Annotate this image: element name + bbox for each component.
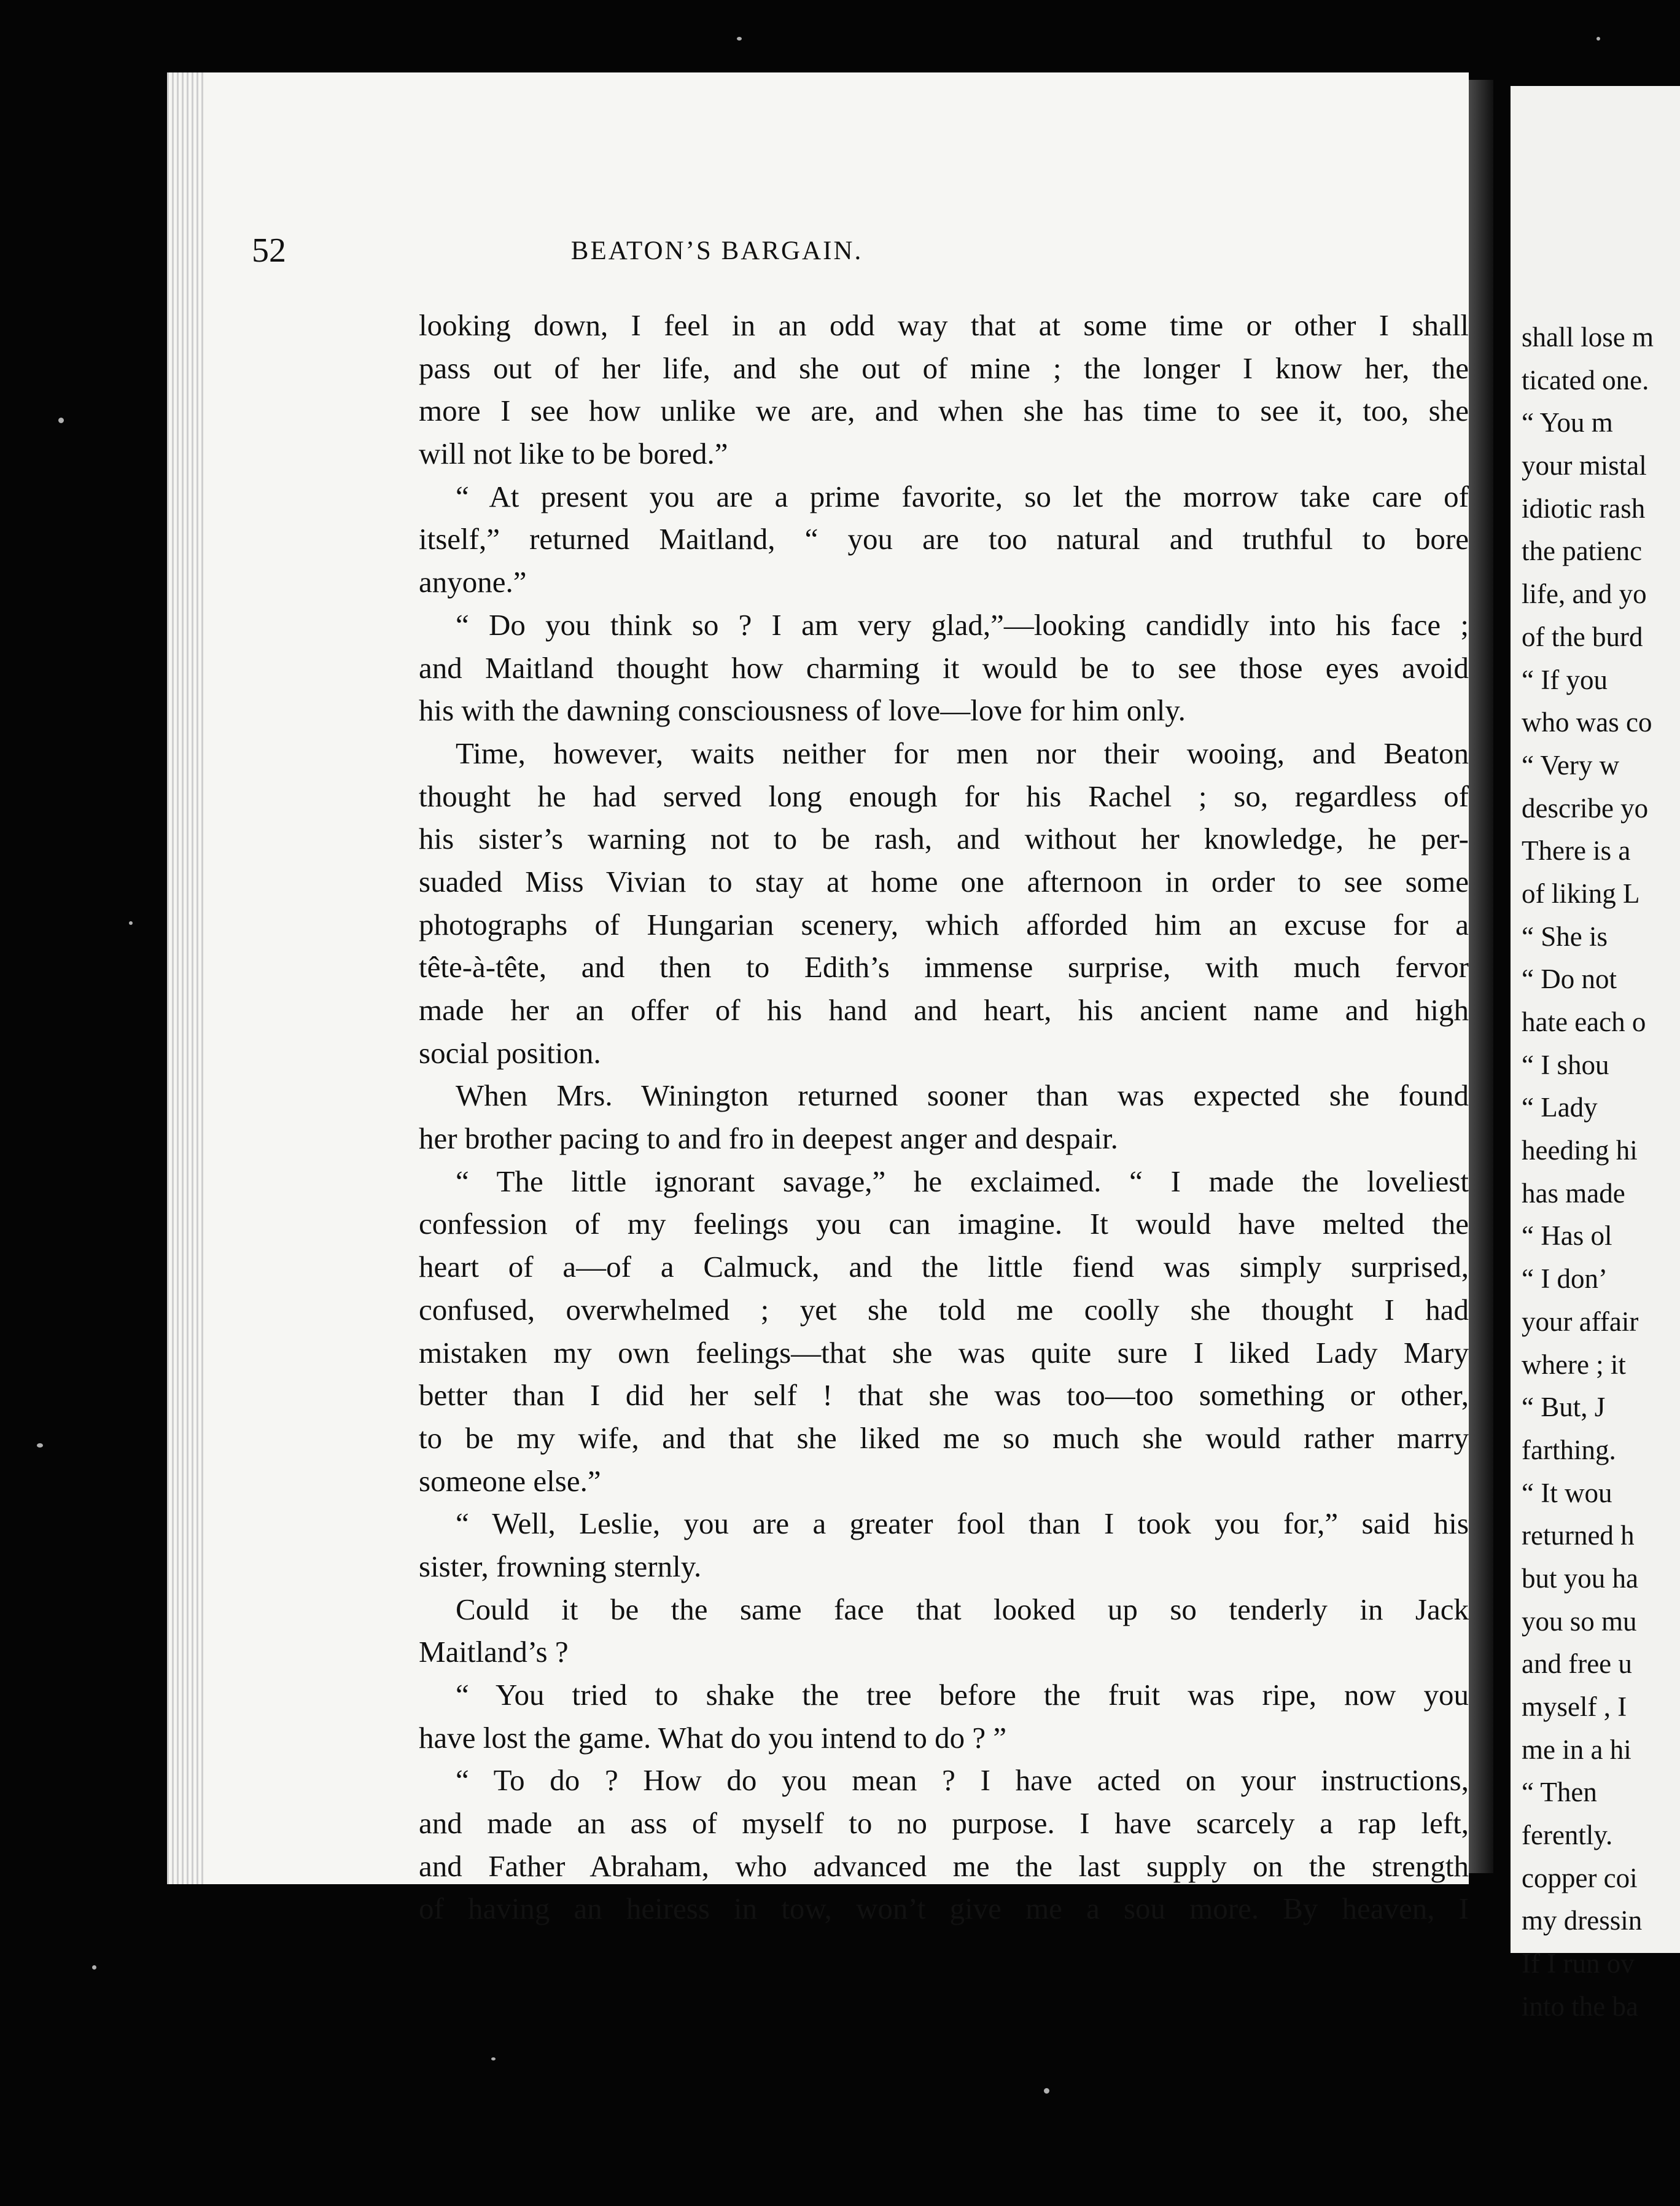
facing-text-line: of liking L [1522, 878, 1640, 909]
facing-text-line: heeding hi [1522, 1135, 1638, 1166]
running-title: BEATON’S BARGAIN. [570, 236, 863, 265]
page-number: 52 [252, 232, 286, 270]
facing-text-line: “ You m [1522, 407, 1613, 438]
facing-text-line: the patienc [1522, 536, 1643, 567]
text-line: photographs of Hungarian scenery, which afforded him an excuse for a [419, 907, 1469, 941]
facing-text-line: If I run ov [1522, 1948, 1635, 1979]
text-line: better than I did her self ! that she was too—too something or other, [419, 1378, 1469, 1413]
dust-speck [58, 418, 64, 423]
text-line: pass out of her life, and she out of mine ; the longer I know her, the [419, 351, 1469, 385]
text-line: “ You tried to shake the tree before the fruit was ripe, now you [456, 1678, 1469, 1712]
facing-text-line: into the ba [1522, 1990, 1638, 2022]
facing-text-line: copper coi [1522, 1862, 1638, 1893]
text-line: to be my wife, and that she liked me so much she would rather marry [419, 1421, 1469, 1455]
text-line: Could it be the same face that looked up so tenderly in Jack [456, 1592, 1469, 1626]
page-gutter-shadow [1469, 80, 1493, 1873]
text-line: and Father Abraham, who advanced me the last supply on the strength [419, 1849, 1469, 1883]
text-line: anyone.” [419, 565, 527, 599]
text-line: sister, frowning sternly. [419, 1549, 702, 1583]
facing-text-line: shall lose m [1522, 322, 1654, 353]
facing-text-line: “ Very w [1522, 749, 1620, 781]
text-line: When Mrs. Winington returned sooner than was expected she found [456, 1078, 1469, 1113]
facing-text-line: my dressin [1522, 1905, 1643, 1936]
facing-text-line: who was co [1522, 707, 1652, 738]
text-line: “ Do you think so ? I am very glad,”—looking candidly into his face ; [456, 607, 1469, 642]
text-line: have lost the game. What do you intend to do ? ” [419, 1720, 1007, 1755]
dust-speck [37, 1443, 43, 1448]
facing-text-line: “ Do not [1522, 964, 1617, 995]
facing-text-line: “ Then [1522, 1777, 1597, 1808]
text-line: will not like to be bored.” [419, 437, 728, 471]
page-edge [167, 72, 204, 1884]
text-line: “ The little ignorant savage,” he exclaimed. “ I made the loveliest [456, 1164, 1469, 1198]
facing-text-line: “ I don’ [1522, 1263, 1608, 1295]
page-header [252, 231, 1182, 274]
dust-speck [737, 37, 742, 41]
facing-text-line: idiotic rash [1522, 493, 1646, 524]
text-line: “ At present you are a prime favorite, so let the morrow take care of [456, 479, 1469, 513]
facing-text-line: There is a [1522, 835, 1631, 867]
facing-text-line: your affair [1522, 1306, 1639, 1337]
text-line: and made an ass of myself to no purpose. I have scarcely a rap left, [419, 1806, 1469, 1841]
facing-text-line: “ But, J [1522, 1392, 1606, 1423]
text-line: Maitland’s ? [419, 1635, 569, 1669]
text-line: suaded Miss Vivian to stay at home one afternoon in order to see some [419, 864, 1469, 898]
text-line: “ To do ? How do you mean ? I have acted on your instructions, [456, 1763, 1469, 1798]
text-line: “ Well, Leslie, you are a greater fool than I took you for,” said his [456, 1506, 1469, 1541]
facing-text-line: your mistal [1522, 450, 1647, 481]
body-text [419, 304, 1469, 1930]
text-line: his sister’s warning not to be rash, and without her knowledge, he per- [419, 822, 1469, 856]
facing-text-line: “ I shou [1522, 1049, 1609, 1080]
text-line: mistaken my own feelings—that she was quite sure I liked Lady Mary [419, 1335, 1469, 1370]
facing-text-line: has made [1522, 1177, 1625, 1209]
facing-text-line: me in a hi [1522, 1734, 1631, 1765]
facing-page-text [1522, 316, 1680, 2029]
facing-text-line: “ Lady [1522, 1092, 1598, 1123]
facing-text-line: “ It wou [1522, 1477, 1612, 1508]
facing-text-line: hate each o [1522, 1007, 1646, 1037]
text-line: tête-à-tête, and then to Edith’s immense surprise, with much fervor [419, 950, 1469, 984]
text-line: thought he had served long enough for his Rachel ; so, regardless of [419, 779, 1469, 813]
facing-text-line: “ Has ol [1522, 1220, 1612, 1252]
facing-text-line: returned h [1522, 1520, 1635, 1551]
facing-text-line: “ If you [1522, 664, 1608, 695]
text-line: Time, however, waits neither for men nor their wooing, and Beaton [456, 736, 1469, 770]
text-line: made her an offer of his hand and heart, his ancient name and high [419, 993, 1469, 1027]
text-line: someone else.” [419, 1464, 601, 1498]
facing-text-line: where ; it [1522, 1349, 1626, 1380]
dust-speck [92, 1965, 96, 1970]
text-line: his with the dawning consciousness of love—love for him only. [419, 693, 1186, 728]
facing-text-line: ferently. [1522, 1820, 1613, 1851]
text-line: and Maitland thought how charming it would be to see those eyes avoid [419, 650, 1469, 685]
text-line: confused, overwhelmed ; yet she told me coolly she thought I had [419, 1292, 1469, 1327]
facing-text-line: and free u [1522, 1648, 1632, 1680]
facing-text-line: farthing. [1522, 1434, 1616, 1465]
text-line: of having an heiress in tow, won’t give me a sou more. By heaven, I [419, 1892, 1469, 1926]
dust-speck [129, 921, 133, 925]
facing-text-line: “ She is [1522, 921, 1608, 952]
text-line: more I see how unlike we are, and when she has time to see it, too, she [419, 394, 1469, 428]
facing-text-line: myself , I [1522, 1691, 1627, 1722]
text-line: heart of a—of a Calmuck, and the little fiend was simply surprised, [419, 1250, 1469, 1284]
facing-text-line: ticated one. [1522, 364, 1649, 396]
text-line: social position. [419, 1035, 601, 1070]
facing-text-line: describe yo [1522, 792, 1649, 824]
dust-speck [491, 2057, 496, 2060]
facing-text-line: but you ha [1522, 1562, 1638, 1594]
text-line: looking down, I feel in an odd way that at some time or other I shall [419, 308, 1469, 342]
dust-speck [1596, 37, 1600, 41]
facing-text-line: you so mu [1522, 1605, 1637, 1637]
facing-text-line: life, and yo [1522, 579, 1647, 610]
text-line: confession of my feelings you can imagine. It would have melted the [419, 1207, 1469, 1241]
facing-text-line: of the burd [1522, 621, 1643, 652]
dust-speck [1044, 2088, 1049, 2094]
text-line: itself,” returned Maitland, “ you are too natural and truthful to bore [419, 522, 1469, 556]
text-line: her brother pacing to and fro in deepest anger and despair. [419, 1121, 1118, 1156]
